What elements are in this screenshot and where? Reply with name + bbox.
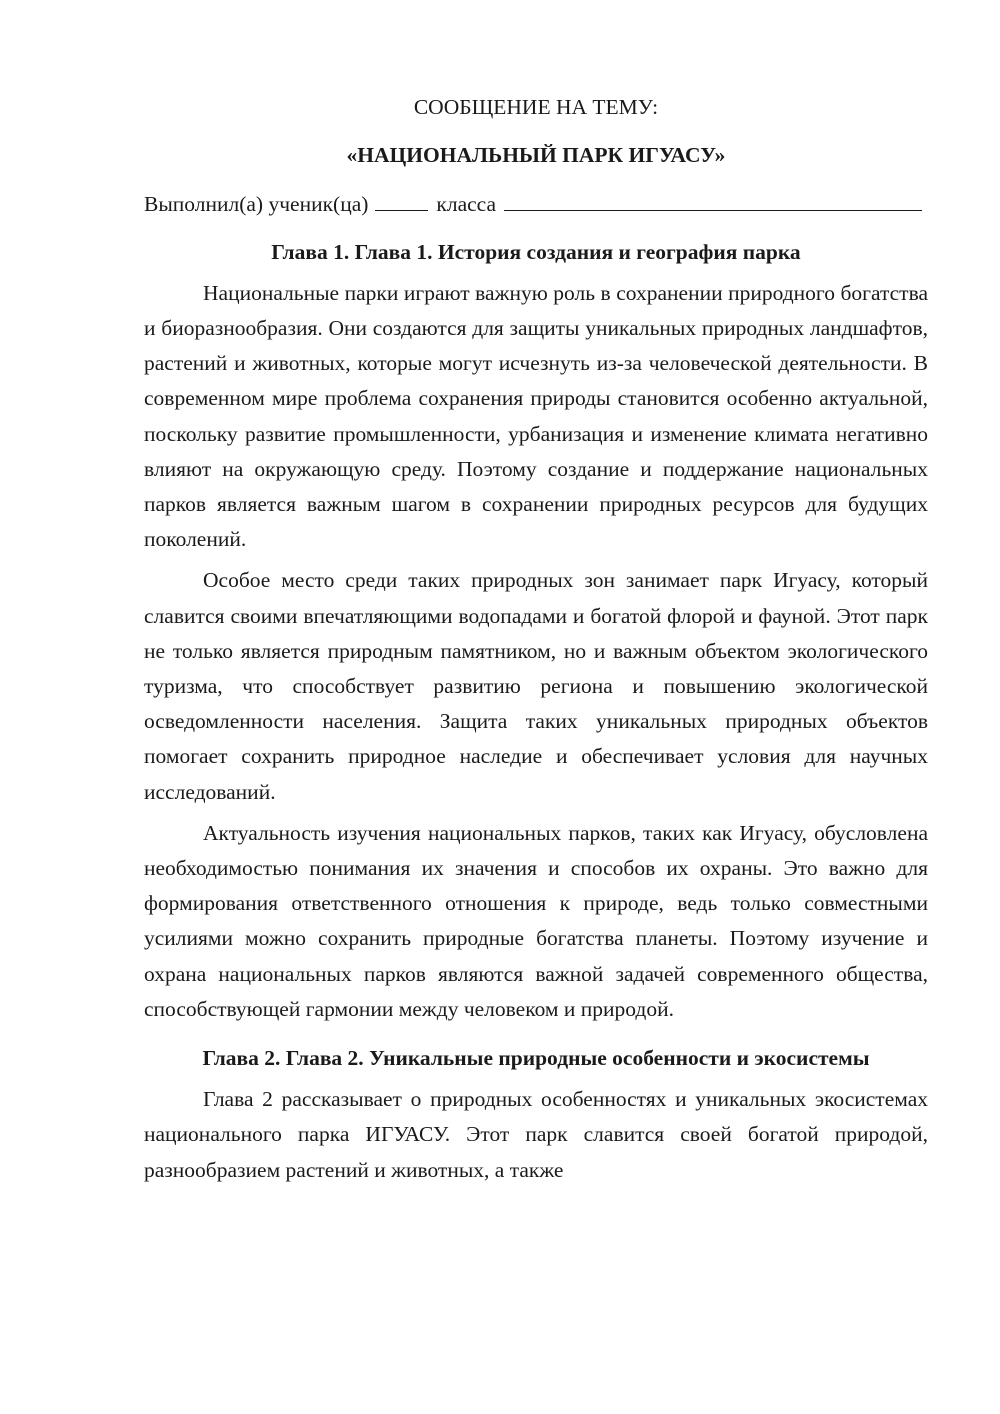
chapter-1-paragraph: Национальные парки играют важную роль в сохранении природного богатства и биоразнообразия. Они создаются для защиты уникальных природных ландшафтов, растений и животных, которые могут исчезнуть из-за человеческой деятельности. В современном мире проблема сохранения природы становится особенно актуальной, поскольку развитие промышленности, урбанизация и изменение климата негативно влияют на окружающую среду. Поэтому создание и поддержание национальных парков является важным шагом в сохранении природных ресурсов для будущих поколений. [144,280,928,552]
chapter-2-heading: Глава 2. Глава 2. Уникальные природные особенности и экосистемы [202,1046,870,1071]
class-number-blank [375,192,428,211]
document-page [144,90,928,1194]
chapter-2-paragraph: Глава 2 рассказывает о природных особенностях и уникальных экосистемах национального парка ИГУАСУ. Этот парк славится своей богатой природой, разнообразием растений и животных, а также [144,1087,928,1182]
author-line [144,187,928,222]
document-title-line1: СООБЩЕНИЕ НА ТЕМУ: [413,95,659,119]
class-label: класса [436,192,497,217]
student-name-blank [504,192,922,211]
chapter-1-heading: Глава 1. Глава 1. История создания и география парка [271,239,801,264]
author-prefix: Выполнил(а) ученик(ца) [144,192,369,217]
document-title-line2: «НАЦИОНАЛЬНЫЙ ПАРК ИГУАСУ» [346,143,726,168]
chapter-1-paragraph: Актуальность изучения национальных парков, таких как Игуасу, обусловлена необходимостью понимания их значения и способов их охраны. Это важно для формирования ответственного отношения к природе, ведь только совместными усилиями можно сохранить природные богатства планеты. Поэтому изучение и охрана национальных парков являются важной задачей современного общества, способствующей гармонии между человеком и природой. [144,820,928,1021]
chapter-1-paragraph: Особое место среди таких природных зон занимает парк Игуасу, который славится своими впечатляющими водопадами и богатой флорой и фауной. Этот парк не только является природным памятником, но и важным объектом экологического туризма, что способствует развитию региона и повышению экологической осведомленности населения. Защита таких уникальных природных объектов помогает сохранить природное наследие и обеспечивает условия для научных исследований. [144,568,928,804]
